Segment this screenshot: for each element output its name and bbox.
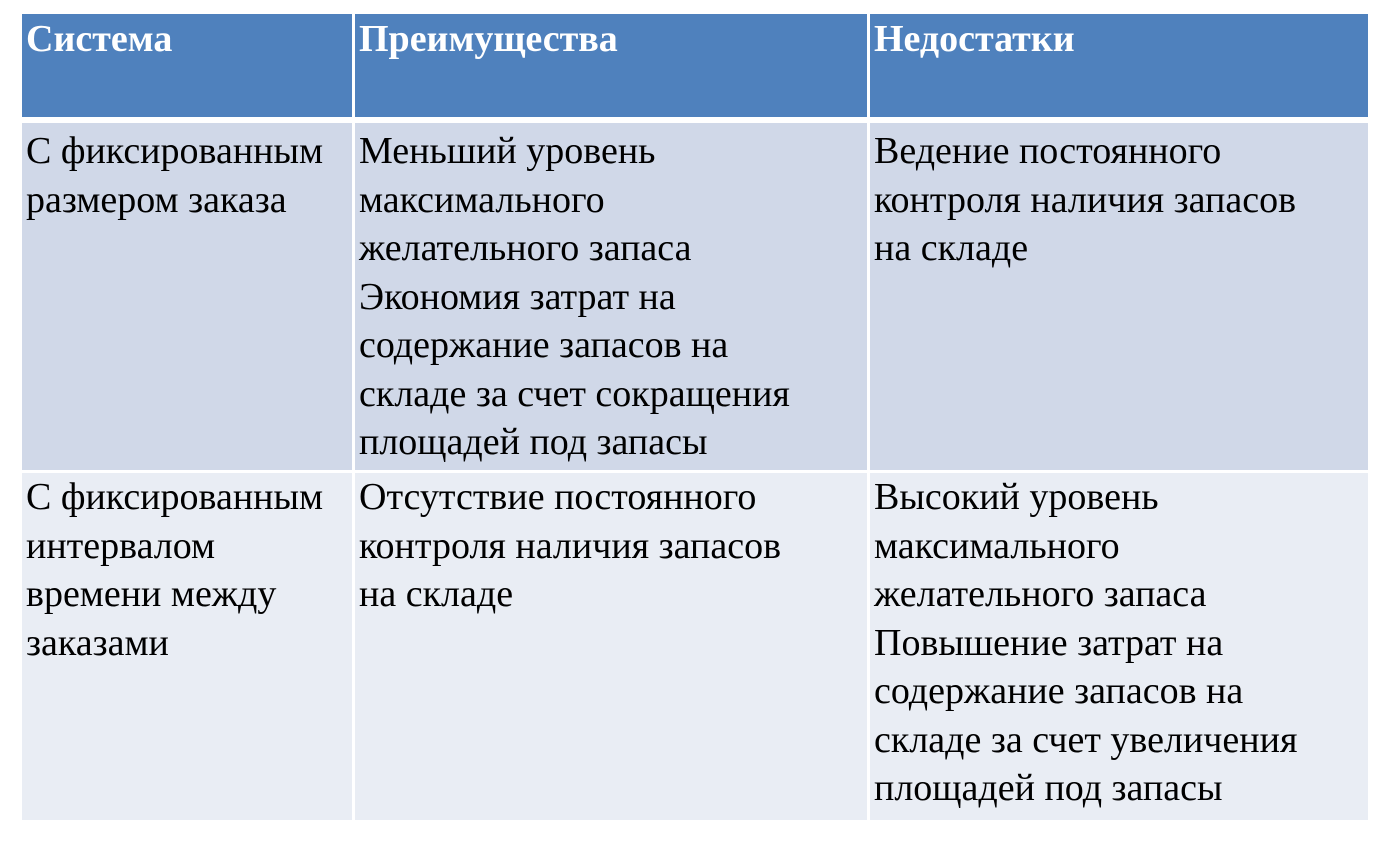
row-2-disadvantages-cell — [870, 470, 1368, 820]
row-2-disadvantages-line: складе за счет увеличения — [874, 718, 1298, 761]
row-2-system-line: заказами — [26, 621, 169, 664]
row-1-advantages-line: максимального — [359, 178, 605, 221]
row-1-advantages-line: содержание запасов на — [359, 324, 729, 366]
row-2-system-line: времени между — [26, 573, 277, 615]
row-1-disadvantages-line: контроля наличия запасов — [874, 178, 1297, 221]
row-1-advantages-line: желательного запаса — [359, 227, 692, 269]
row-2-advantages-line: Отсутствие постоянного — [359, 476, 757, 518]
row-2-disadvantages-line: максимального — [874, 524, 1120, 567]
row-1-advantages-line: Экономия затрат на — [359, 275, 676, 318]
row-1-system-line: размером заказа — [26, 178, 287, 221]
row-1-disadvantages-cell — [870, 120, 1368, 470]
row-2-disadvantages-line: площадей под запасы — [874, 767, 1223, 809]
row-2-disadvantages-line: желательного запаса — [874, 573, 1207, 615]
row-2-disadvantages-line: содержание запасов на — [874, 670, 1244, 712]
row-1-advantages-line: Меньший уровень — [359, 130, 656, 172]
row-2-system-line: С фиксированным — [26, 476, 324, 518]
header-advantages: Преимущества — [355, 14, 870, 120]
header-system: Система — [22, 14, 355, 120]
row-2-system-cell — [22, 470, 355, 820]
row-2-disadvantages-line: Повышение затрат на — [874, 621, 1224, 664]
row-1-advantages-line: складе за счет сокращения — [359, 372, 790, 415]
header-disadvantages: Недостатки — [870, 14, 1368, 120]
row-2-advantages-line: на складе — [359, 573, 514, 615]
row-2-system-line: интервалом — [26, 524, 216, 567]
row-2-advantages-line: контроля наличия запасов — [359, 524, 782, 567]
row-1-disadvantages-line: на складе — [874, 227, 1029, 269]
row-2-advantages-cell — [355, 470, 870, 820]
row-1-advantages-line: площадей под запасы — [359, 421, 708, 463]
row-2-disadvantages-line: Высокий уровень — [874, 476, 1159, 518]
row-1-system-line: С фиксированным — [26, 130, 324, 172]
row-1-system-cell — [22, 120, 355, 470]
row-1-advantages-cell — [355, 120, 870, 470]
comparison-table — [22, 14, 1368, 820]
row-1-disadvantages-line: Ведение постоянного — [874, 130, 1222, 172]
